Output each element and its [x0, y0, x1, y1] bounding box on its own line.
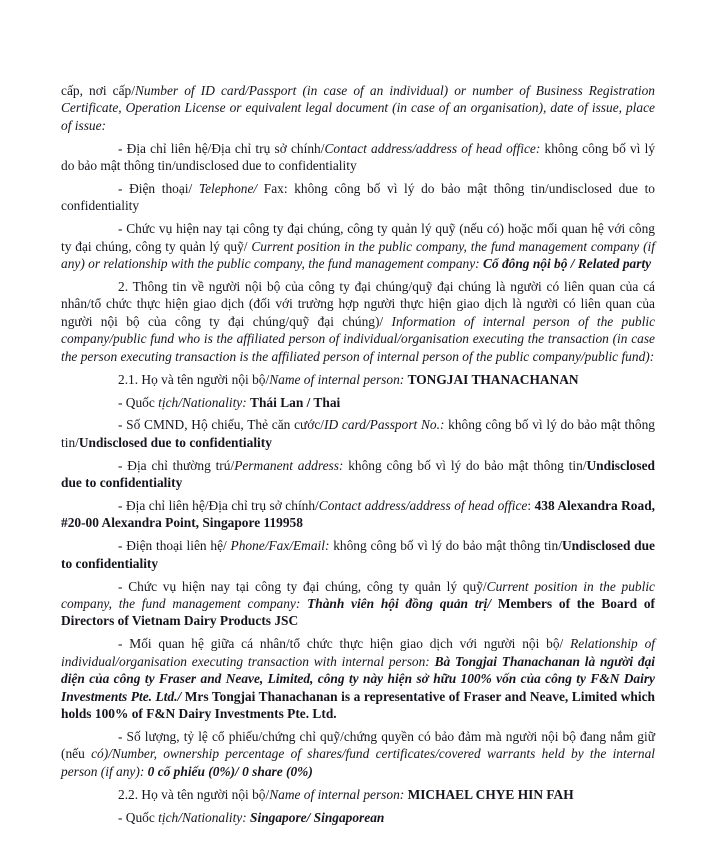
text-run: Relationship of individual/organisation executing transaction with internal person:	[61, 636, 655, 669]
text-run: Undisclosed due to confidentiality	[61, 457, 655, 491]
text-run: - Địa chỉ liên hệ/Địa chỉ trụ sở chính/	[118, 498, 319, 514]
text-run: Contact address/address of head office:	[324, 140, 541, 156]
paragraph	[61, 578, 655, 630]
text-run: - Chức vụ hiện nay tại công ty đại chúng, công ty quản lý quỹ (nếu có) hoặc mối quan hệ với công ty đại chúng, công ty quản lý quỹ/	[61, 221, 655, 254]
paragraph	[61, 809, 655, 826]
paragraph	[61, 416, 655, 451]
text-run: Undisclosed due to confidentiality	[61, 538, 655, 571]
text-run: cấp, nơi cấp/	[61, 83, 135, 98]
text-run: không công bố vì lý do bảo mật thông tin/	[61, 417, 655, 450]
text-run: 438 Alexandra Road, #20-00 Alexandra Point, Singapore 119958	[61, 498, 655, 531]
text-run: Name of internal person:	[269, 371, 408, 387]
paragraph	[61, 457, 655, 492]
paragraph	[61, 394, 655, 411]
text-run: MICHAEL CHYE HIN FAH	[407, 786, 574, 802]
document-body	[61, 82, 655, 831]
text-run: Telephone/	[198, 181, 258, 197]
text-run: Undisclosed due to confidentiality	[78, 434, 272, 450]
text-run: Contact address/address of head office	[318, 498, 528, 514]
text-run: TONGJAI THANACHANAN	[407, 371, 579, 387]
text-run: không công bố vì lý do bảo mật thông tin/	[348, 457, 587, 473]
text-run: - Điện thoại/	[118, 181, 199, 197]
paragraph	[61, 497, 655, 532]
text-run: - Quốc	[118, 394, 159, 410]
text-run: - Điện thoại liên hệ/	[118, 538, 231, 554]
text-run: 2.1. Họ và tên người nội bộ/	[118, 371, 270, 387]
text-run: 2. Thông tin về người nội bộ của công ty đại chúng/quỹ đại chúng là người có liên quan của cá nhân/tổ chức thực hiện giao dịch (đối với trường hợp người thực hiện giao dịch là người có liên quan của người nội bộ của công ty đại chúng/quỹ đại chúng)/	[61, 279, 655, 329]
text-run: :	[527, 498, 535, 514]
text-run: Information of internal person of the public company/public fund who is the affiliated person of individual/organisation executing the transaction (in case the person executing transaction is the affiliated person of internal person of the public company/public fund):	[61, 313, 656, 364]
text-run: 2.2. Họ và tên người nội bộ/	[118, 786, 270, 802]
text-run: không công bố vì lý do bảo mật thông tin/	[333, 538, 562, 554]
text-run: Singapore/ Singaporean	[250, 809, 385, 825]
text-run: không công bố vì lý do bảo mật thông tin/undisclosed due to confidentiality	[61, 140, 656, 174]
text-run: Members of the Board of Directors of Vietnam Dairy Products JSC	[61, 596, 655, 629]
paragraph	[61, 635, 655, 722]
paragraph	[61, 180, 655, 215]
paragraph	[61, 82, 655, 134]
text-run: ID card/Passport No.:	[324, 417, 449, 433]
text-run: Current position in the public company, the fund management company (if any) or relationship with the public company, the fund management company:	[61, 238, 655, 272]
text-run: tịch/Nationality:	[158, 809, 251, 825]
paragraph	[61, 728, 655, 780]
text-run: - Quốc	[118, 809, 159, 825]
text-run: - Địa chỉ liên hệ/Địa chỉ trụ sở chính/	[118, 140, 325, 156]
text-run: Permanent address:	[234, 457, 349, 473]
text-run: - Mối quan hệ giữa cá nhân/tổ chức thực hiện giao dịch với người nội bộ/	[118, 636, 571, 652]
text-run: - Chức vụ hiện nay tại công ty đại chúng, công ty quản lý quỹ/	[118, 578, 487, 594]
text-run: - Số CMND, Hộ chiếu, Thẻ căn cước/	[118, 417, 325, 433]
text-run: Current position in the public company, the fund management company:	[61, 578, 656, 612]
text-run: tịch/Nationality:	[158, 394, 251, 410]
text-run: Number of ID card/Passport (in case of an individual) or number of Business Registration Certificate, Operation License or equivalent legal document (in case of an organisation), date of issue, place of issue:	[61, 83, 655, 133]
text-run: 0 cổ phiếu (0%)/ 0 share (0%)	[147, 763, 313, 779]
text-run: - Số lượng, tỷ lệ cổ phiếu/chứng chỉ quỹ/chứng quyền có bảo đảm mà người nội bộ đang nắm giữ (nếu	[61, 728, 655, 762]
text-run: có)/Number, ownership percentage of shares/fund certificates/covered warrants held by the internal person (if any):	[61, 746, 655, 779]
text-run: - Địa chỉ thường trú/	[118, 457, 235, 473]
paragraph	[61, 371, 655, 388]
text-run: Thành viên hội đồng quản trị/	[307, 596, 492, 612]
paragraph	[61, 140, 655, 175]
text-run: Name of internal person:	[269, 786, 408, 802]
text-run: Bà Tongjai Thanachanan là người đại diện của công ty Fraser and Neave, Limited, công ty này hiện sở hữu 100% vốn của công ty F&N Dairy Investments Pte. Ltd./	[61, 653, 655, 704]
text-run: Mrs Tongjai Thanachanan is a representative of Fraser and Neave, Limited which holds 100% of F&N Dairy Investments Pte. Ltd.	[61, 688, 655, 721]
paragraph	[61, 220, 655, 272]
paragraph	[61, 278, 655, 365]
paragraph	[61, 537, 655, 572]
text-run: Phone/Fax/Email:	[230, 538, 334, 554]
paragraph	[61, 786, 655, 803]
text-run: Cổ đông nội bộ / Related party	[482, 256, 652, 272]
text-run: Fax: không công bố vì lý do bảo mật thông tin/undisclosed due to confidentiality	[61, 181, 655, 214]
text-run: Thái Lan / Thai	[250, 394, 341, 410]
